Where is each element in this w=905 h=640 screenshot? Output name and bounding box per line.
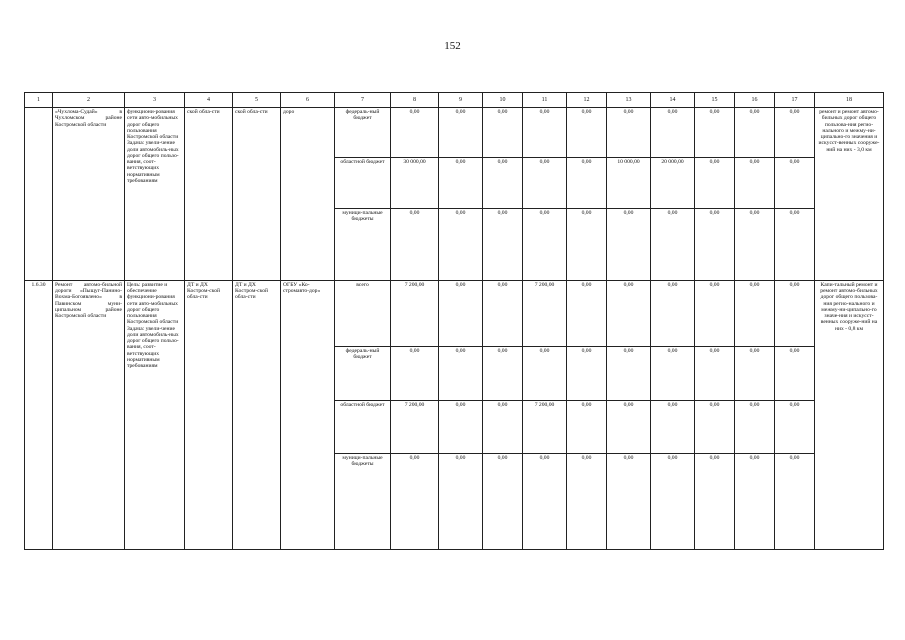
value-cell: 0,00 — [391, 108, 439, 158]
value-cell: 0,00 — [567, 158, 607, 208]
value-cell: 0,00 — [607, 208, 651, 280]
value-cell: 0,00 — [775, 158, 815, 208]
value-cell: 0,00 — [651, 401, 695, 453]
value-cell: 0,00 — [607, 401, 651, 453]
value-cell: 0,00 — [483, 401, 523, 453]
value-cell: 0,00 — [567, 453, 607, 549]
executor: ОГБУ «Ко-стромавто-дор» — [281, 280, 335, 549]
value-cell: 30 000,00 — [391, 158, 439, 208]
value-cell: 0,00 — [735, 453, 775, 549]
funding-source: областной бюджет — [335, 158, 391, 208]
value-cell: 0,00 — [651, 280, 695, 346]
value-cell: 0,00 — [391, 347, 439, 401]
value-cell: 0,00 — [651, 347, 695, 401]
value-cell: 0,00 — [483, 280, 523, 346]
value-cell: 0,00 — [439, 208, 483, 280]
funding-source: федераль-ный бюджет — [335, 108, 391, 158]
value-cell: 0,00 — [439, 401, 483, 453]
value-cell: 0,00 — [523, 347, 567, 401]
value-cell: 10 000,00 — [607, 158, 651, 208]
funding-source: областной бюджет — [335, 401, 391, 453]
value-cell: 0,00 — [567, 108, 607, 158]
expected-result: Капи-тальный ремонт и ремонт автомо-бильных дорог общего пользова-ния регио-нального и межму-ни-ципально-го значе-ния и искусст-венных сооруже-ний на них - 0,8 км — [815, 280, 884, 549]
value-cell: 0,00 — [523, 158, 567, 208]
value-cell: 7 200,00 — [391, 280, 439, 346]
measure-name: «Чухлома-Судай» в Чухломском районе Костромской области — [53, 108, 125, 281]
value-cell: 0,00 — [483, 347, 523, 401]
value-cell: 0,00 — [775, 347, 815, 401]
row-number — [25, 108, 53, 281]
column-header: 18 — [815, 93, 884, 108]
funding-source: всего — [335, 280, 391, 346]
funding-source: федераль-ный бюджет — [335, 347, 391, 401]
column-header: 10 — [483, 93, 523, 108]
value-cell: 0,00 — [483, 158, 523, 208]
value-cell: 0,00 — [695, 108, 735, 158]
value-cell: 0,00 — [695, 453, 735, 549]
column-header: 11 — [523, 93, 567, 108]
funding-source: муници-пальные бюджеты — [335, 453, 391, 549]
column-header: 7 — [335, 93, 391, 108]
value-cell: 0,00 — [735, 108, 775, 158]
value-cell: 0,00 — [695, 401, 735, 453]
column-header: 16 — [735, 93, 775, 108]
value-cell: 0,00 — [735, 280, 775, 346]
column-header: 3 — [125, 93, 185, 108]
value-cell: 7 200,00 — [523, 280, 567, 346]
value-cell: 0,00 — [735, 347, 775, 401]
value-cell: 7 200,00 — [391, 401, 439, 453]
value-cell: 0,00 — [439, 158, 483, 208]
column-header: 15 — [695, 93, 735, 108]
row-number: 1.6.30 — [25, 280, 53, 549]
value-cell: 0,00 — [567, 280, 607, 346]
value-cell: 0,00 — [523, 108, 567, 158]
funding-source: муници-пальные бюджеты — [335, 208, 391, 280]
value-cell: 0,00 — [607, 453, 651, 549]
value-cell: 0,00 — [695, 158, 735, 208]
coordinator: ДТ и ДХ Костром-ской обла-сти — [233, 280, 281, 549]
column-header: 12 — [567, 93, 607, 108]
value-cell: 0,00 — [695, 347, 735, 401]
value-cell: 0,00 — [735, 401, 775, 453]
column-header: 17 — [775, 93, 815, 108]
value-cell: 0,00 — [775, 108, 815, 158]
value-cell: 0,00 — [651, 108, 695, 158]
header-row — [25, 93, 884, 108]
value-cell: 0,00 — [695, 280, 735, 346]
column-header: 4 — [185, 93, 233, 108]
value-cell: 0,00 — [483, 453, 523, 549]
value-cell: 20 000,00 — [651, 158, 695, 208]
value-cell: 0,00 — [439, 280, 483, 346]
value-cell: 0,00 — [775, 208, 815, 280]
program-table — [24, 92, 884, 550]
value-cell: 0,00 — [391, 208, 439, 280]
value-cell: 0,00 — [735, 208, 775, 280]
value-cell: 0,00 — [439, 108, 483, 158]
customer: ской обла-сти — [185, 108, 233, 281]
value-cell: 0,00 — [483, 208, 523, 280]
value-cell: 0,00 — [439, 347, 483, 401]
value-cell: 0,00 — [567, 401, 607, 453]
column-header: 2 — [53, 93, 125, 108]
column-header: 5 — [233, 93, 281, 108]
column-header: 8 — [391, 93, 439, 108]
customer: ДТ и ДХ Костром-ской обла-сти — [185, 280, 233, 549]
value-cell: 0,00 — [567, 208, 607, 280]
value-cell: 0,00 — [439, 453, 483, 549]
value-cell: 0,00 — [695, 208, 735, 280]
expected-result: ремонт и ремонт автомо-бильных дорог общего пользова-ния регио-нального и межму-ни-ципально-го значения и искусст-венных сооруже-ний на них - 3,0 км — [815, 108, 884, 281]
goal-task: функциони-рования сети авто-мобильных дорог общего пользования Костромской области Задача: увели-чение доли автомобиль-ных дорог общего пользо-вания, соот-ветствующих нормативным требованиям — [125, 108, 185, 281]
value-cell: 0,00 — [607, 280, 651, 346]
value-cell: 0,00 — [567, 347, 607, 401]
column-header: 1 — [25, 93, 53, 108]
value-cell: 0,00 — [651, 453, 695, 549]
value-cell: 0,00 — [735, 158, 775, 208]
column-header: 6 — [281, 93, 335, 108]
table-row — [25, 108, 884, 158]
value-cell: 0,00 — [523, 453, 567, 549]
value-cell: 7 200,00 — [523, 401, 567, 453]
value-cell: 0,00 — [391, 453, 439, 549]
goal-task: Цель: развитие и обеспечение функциони-рования сети авто-мобильных дорог общего пользования Костромской области Задача: увели-чение доли автомобиль-ных дорог общего пользо-вания, соот-ветствующих нормативным требованиям — [125, 280, 185, 549]
value-cell: 0,00 — [775, 280, 815, 346]
executor: доро — [281, 108, 335, 281]
table-row — [25, 280, 884, 346]
column-header: 13 — [607, 93, 651, 108]
value-cell: 0,00 — [523, 208, 567, 280]
value-cell: 0,00 — [607, 108, 651, 158]
value-cell: 0,00 — [483, 108, 523, 158]
column-header: 9 — [439, 93, 483, 108]
measure-name: Ремонт автомо-бильной дороги «Пыщуг-Панино-Вохма-Богоявлено» в Павинском муни-ципальном районе Костромской области — [53, 280, 125, 549]
page-number: 152 — [444, 40, 461, 52]
coordinator: ской обла-сти — [233, 108, 281, 281]
value-cell: 0,00 — [775, 401, 815, 453]
column-header: 14 — [651, 93, 695, 108]
value-cell: 0,00 — [607, 347, 651, 401]
value-cell: 0,00 — [775, 453, 815, 549]
value-cell: 0,00 — [651, 208, 695, 280]
